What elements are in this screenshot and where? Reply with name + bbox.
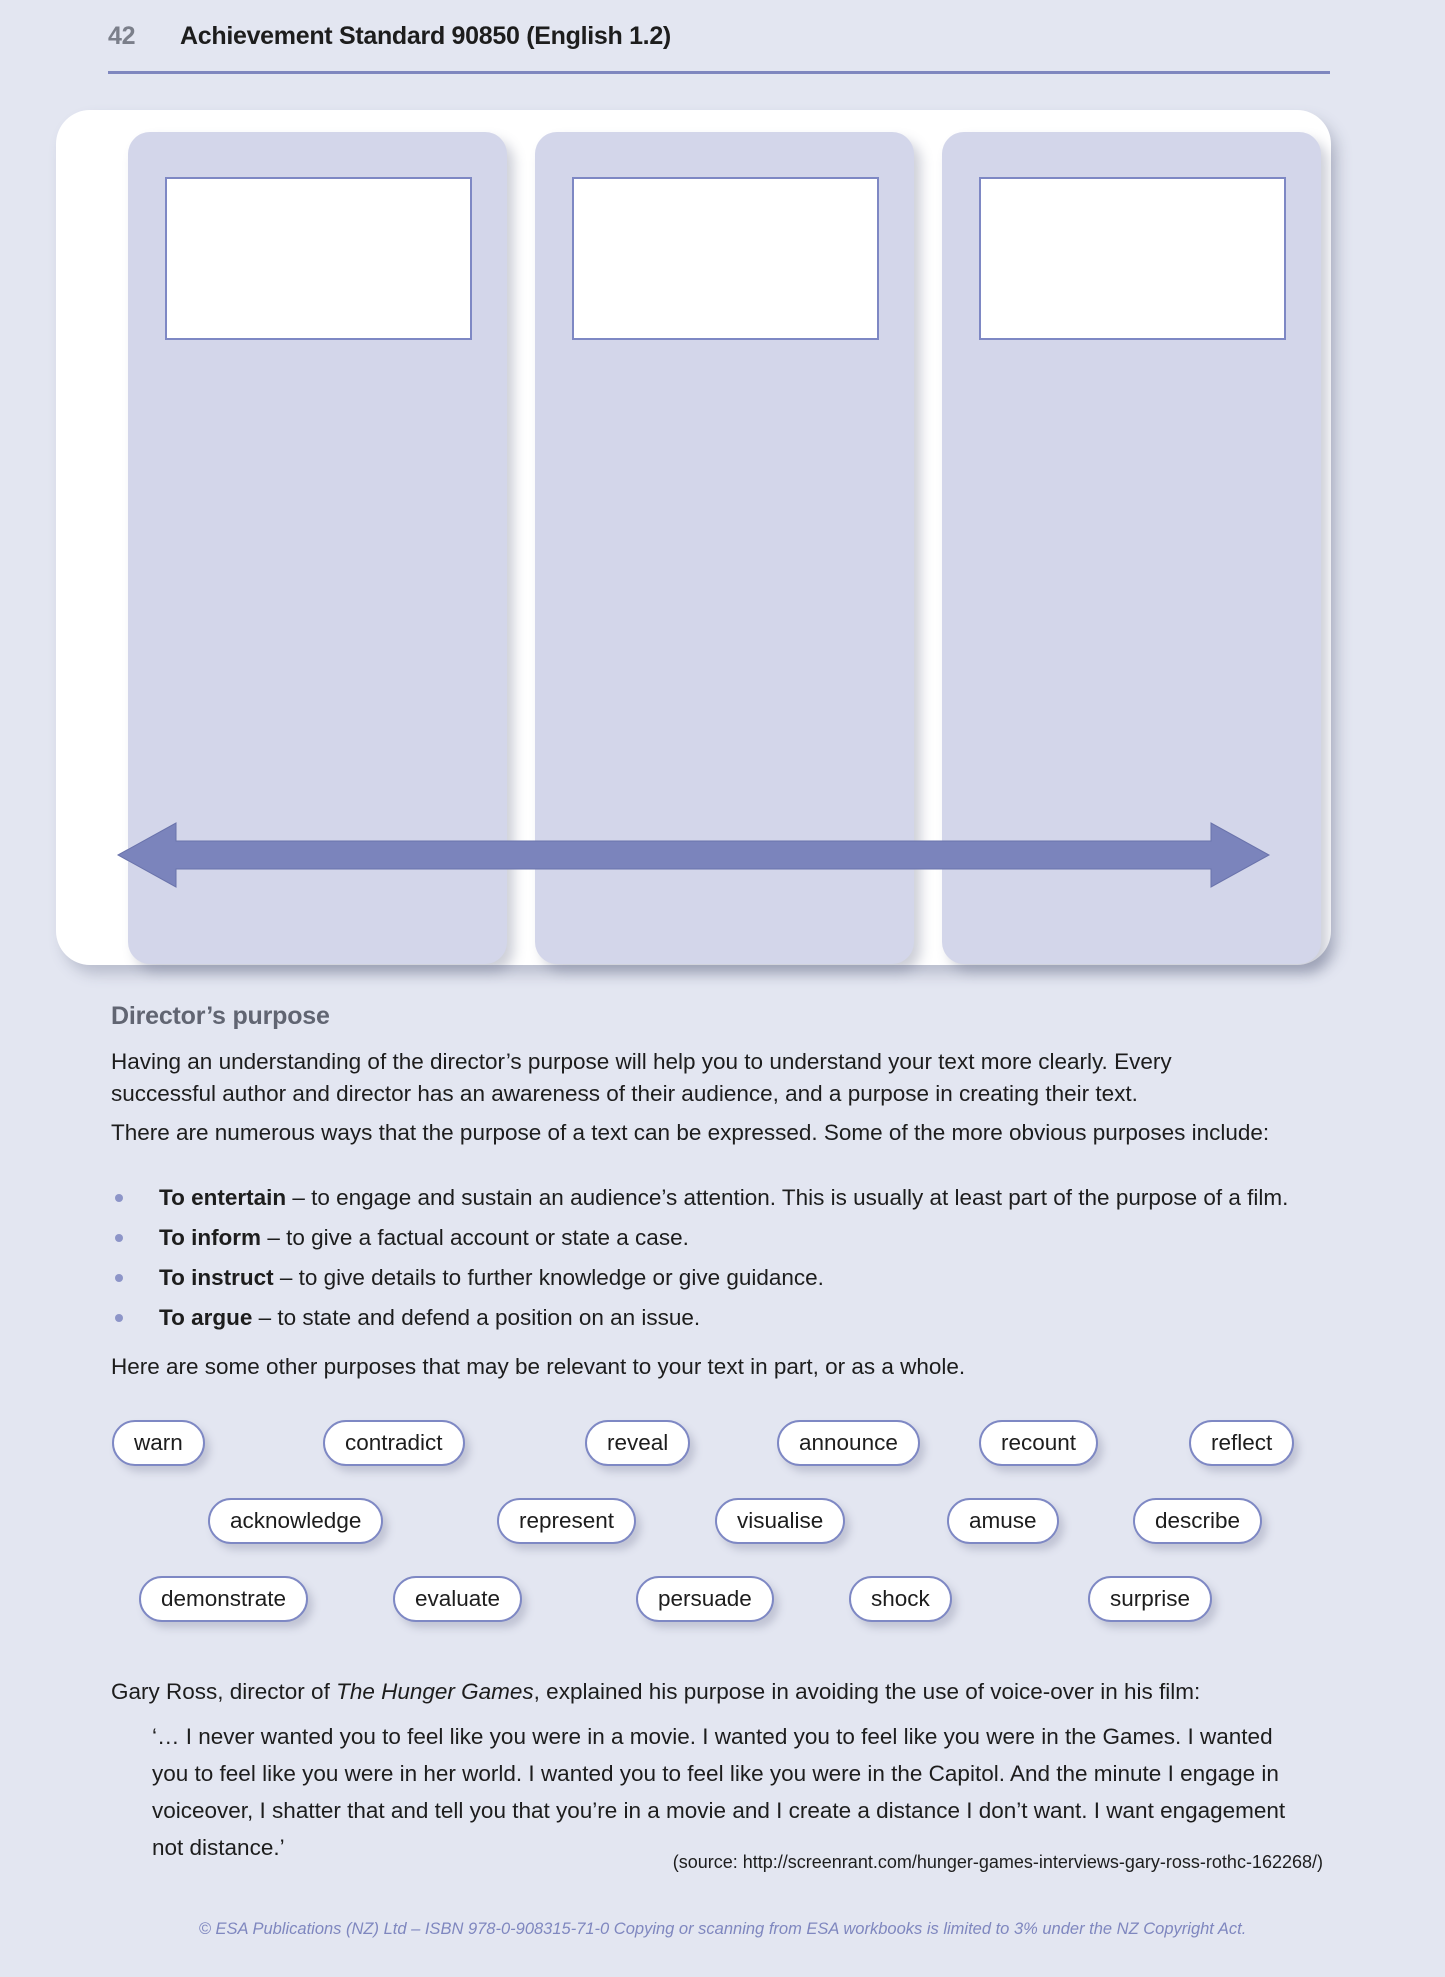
answer-box-2[interactable] [572,177,879,340]
header-divider [108,71,1330,74]
bullet-dot-icon [115,1194,123,1202]
list-item [111,1222,1301,1254]
bullet-term: To entertain [159,1185,287,1210]
bullet-dot-icon [115,1314,123,1322]
purpose-pill-reveal[interactable]: reveal [585,1420,690,1466]
answer-box-1[interactable] [165,177,472,340]
bullet-text: – to give a factual account or state a case. [261,1225,689,1250]
purpose-word-pills [0,1410,1445,1690]
bullet-text: – to give details to further knowledge or give guidance. [273,1265,824,1290]
purpose-pill-describe[interactable]: describe [1133,1498,1262,1544]
purpose-pill-warn[interactable]: warn [112,1420,205,1466]
purpose-pill-demonstrate[interactable]: demonstrate [139,1576,308,1622]
answer-box-3[interactable] [979,177,1286,340]
quote-introduction [111,1676,1301,1708]
purpose-pill-shock[interactable]: shock [849,1576,952,1622]
diagram-panel-1[interactable] [128,132,507,964]
page-title: Achievement Standard 90850 (English 1.2) [180,22,671,50]
list-item [111,1302,1301,1334]
purpose-pill-represent[interactable]: represent [497,1498,636,1544]
purpose-pill-announce[interactable]: announce [777,1420,920,1466]
list-item [111,1262,1301,1294]
paragraph-other-purposes: Here are some other purposes that may be relevant to your text in part, or as a whole. [111,1354,966,1379]
purpose-pill-acknowledge[interactable]: acknowledge [208,1498,383,1544]
quote-intro-after: , explained his purpose in avoiding the use of voice-over in his film: [533,1679,1201,1704]
bullet-term: To inform [159,1225,262,1250]
quote-source: (source: http://screenrant.com/hunger-games-interviews-gary-ross-rothc-162268/) [672,1852,1323,1872]
purpose-bullet-list [111,1182,1301,1342]
section-heading-directors-purpose: Director’s purpose [111,1002,330,1030]
bullet-text: – to engage and sustain an audience’s attention. This is usually at least part of the purpose of a film. [286,1185,1289,1210]
purpose-pill-reflect[interactable]: reflect [1189,1420,1294,1466]
paragraph-purposes-lead: There are numerous ways that the purpose of a text can be expressed. Some of the more obvious purposes include: [111,1120,1270,1145]
diagram-panel-2[interactable] [535,132,914,964]
purpose-pill-evaluate[interactable]: evaluate [393,1576,522,1622]
purpose-pill-contradict[interactable]: contradict [323,1420,465,1466]
paragraph-intro: Having an understanding of the director’s purpose will help you to understand your text more clearly. Every successful author and director has an awareness of their audience, and a purpose in creating their text. [111,1049,1172,1106]
page-footer: © ESA Publications (NZ) Ltd – ISBN 978-0-908315-71-0 Copying or scanning from ESA workbooks is limited to 3% under the NZ Copyright Act. [198,1920,1247,1938]
page-number: 42 [108,22,136,50]
diagram-container [56,110,1331,965]
diagram-panels [56,110,1331,965]
page-header [108,22,1333,51]
purpose-pill-persuade[interactable]: persuade [636,1576,774,1622]
bullet-dot-icon [115,1274,123,1282]
bullet-text: – to state and defend a position on an issue. [252,1305,701,1330]
quote-intro-before: Gary Ross, director of [111,1679,337,1704]
purpose-pill-visualise[interactable]: visualise [715,1498,845,1544]
quote-text: ‘… I never wanted you to feel like you were in a movie. I wanted you to feel like you were in the Games. I wanted you to feel like you were in her world. I wanted you to feel like you were in the Capitol. And the minute I engage in voiceover, I shatter that and tell you that you’re in a movie and I create a distance I don’t want. I want engagement not distance.’ [152,1724,1286,1860]
purpose-pill-recount[interactable]: recount [979,1420,1098,1466]
bullet-term: To argue [159,1305,253,1330]
purpose-pill-amuse[interactable]: amuse [947,1498,1059,1544]
bullet-term: To instruct [159,1265,274,1290]
diagram-panel-3[interactable] [942,132,1321,964]
quote-film-title: The Hunger Games [336,1679,534,1704]
list-item [111,1182,1301,1214]
purpose-pill-surprise[interactable]: surprise [1088,1576,1212,1622]
bullet-dot-icon [115,1234,123,1242]
